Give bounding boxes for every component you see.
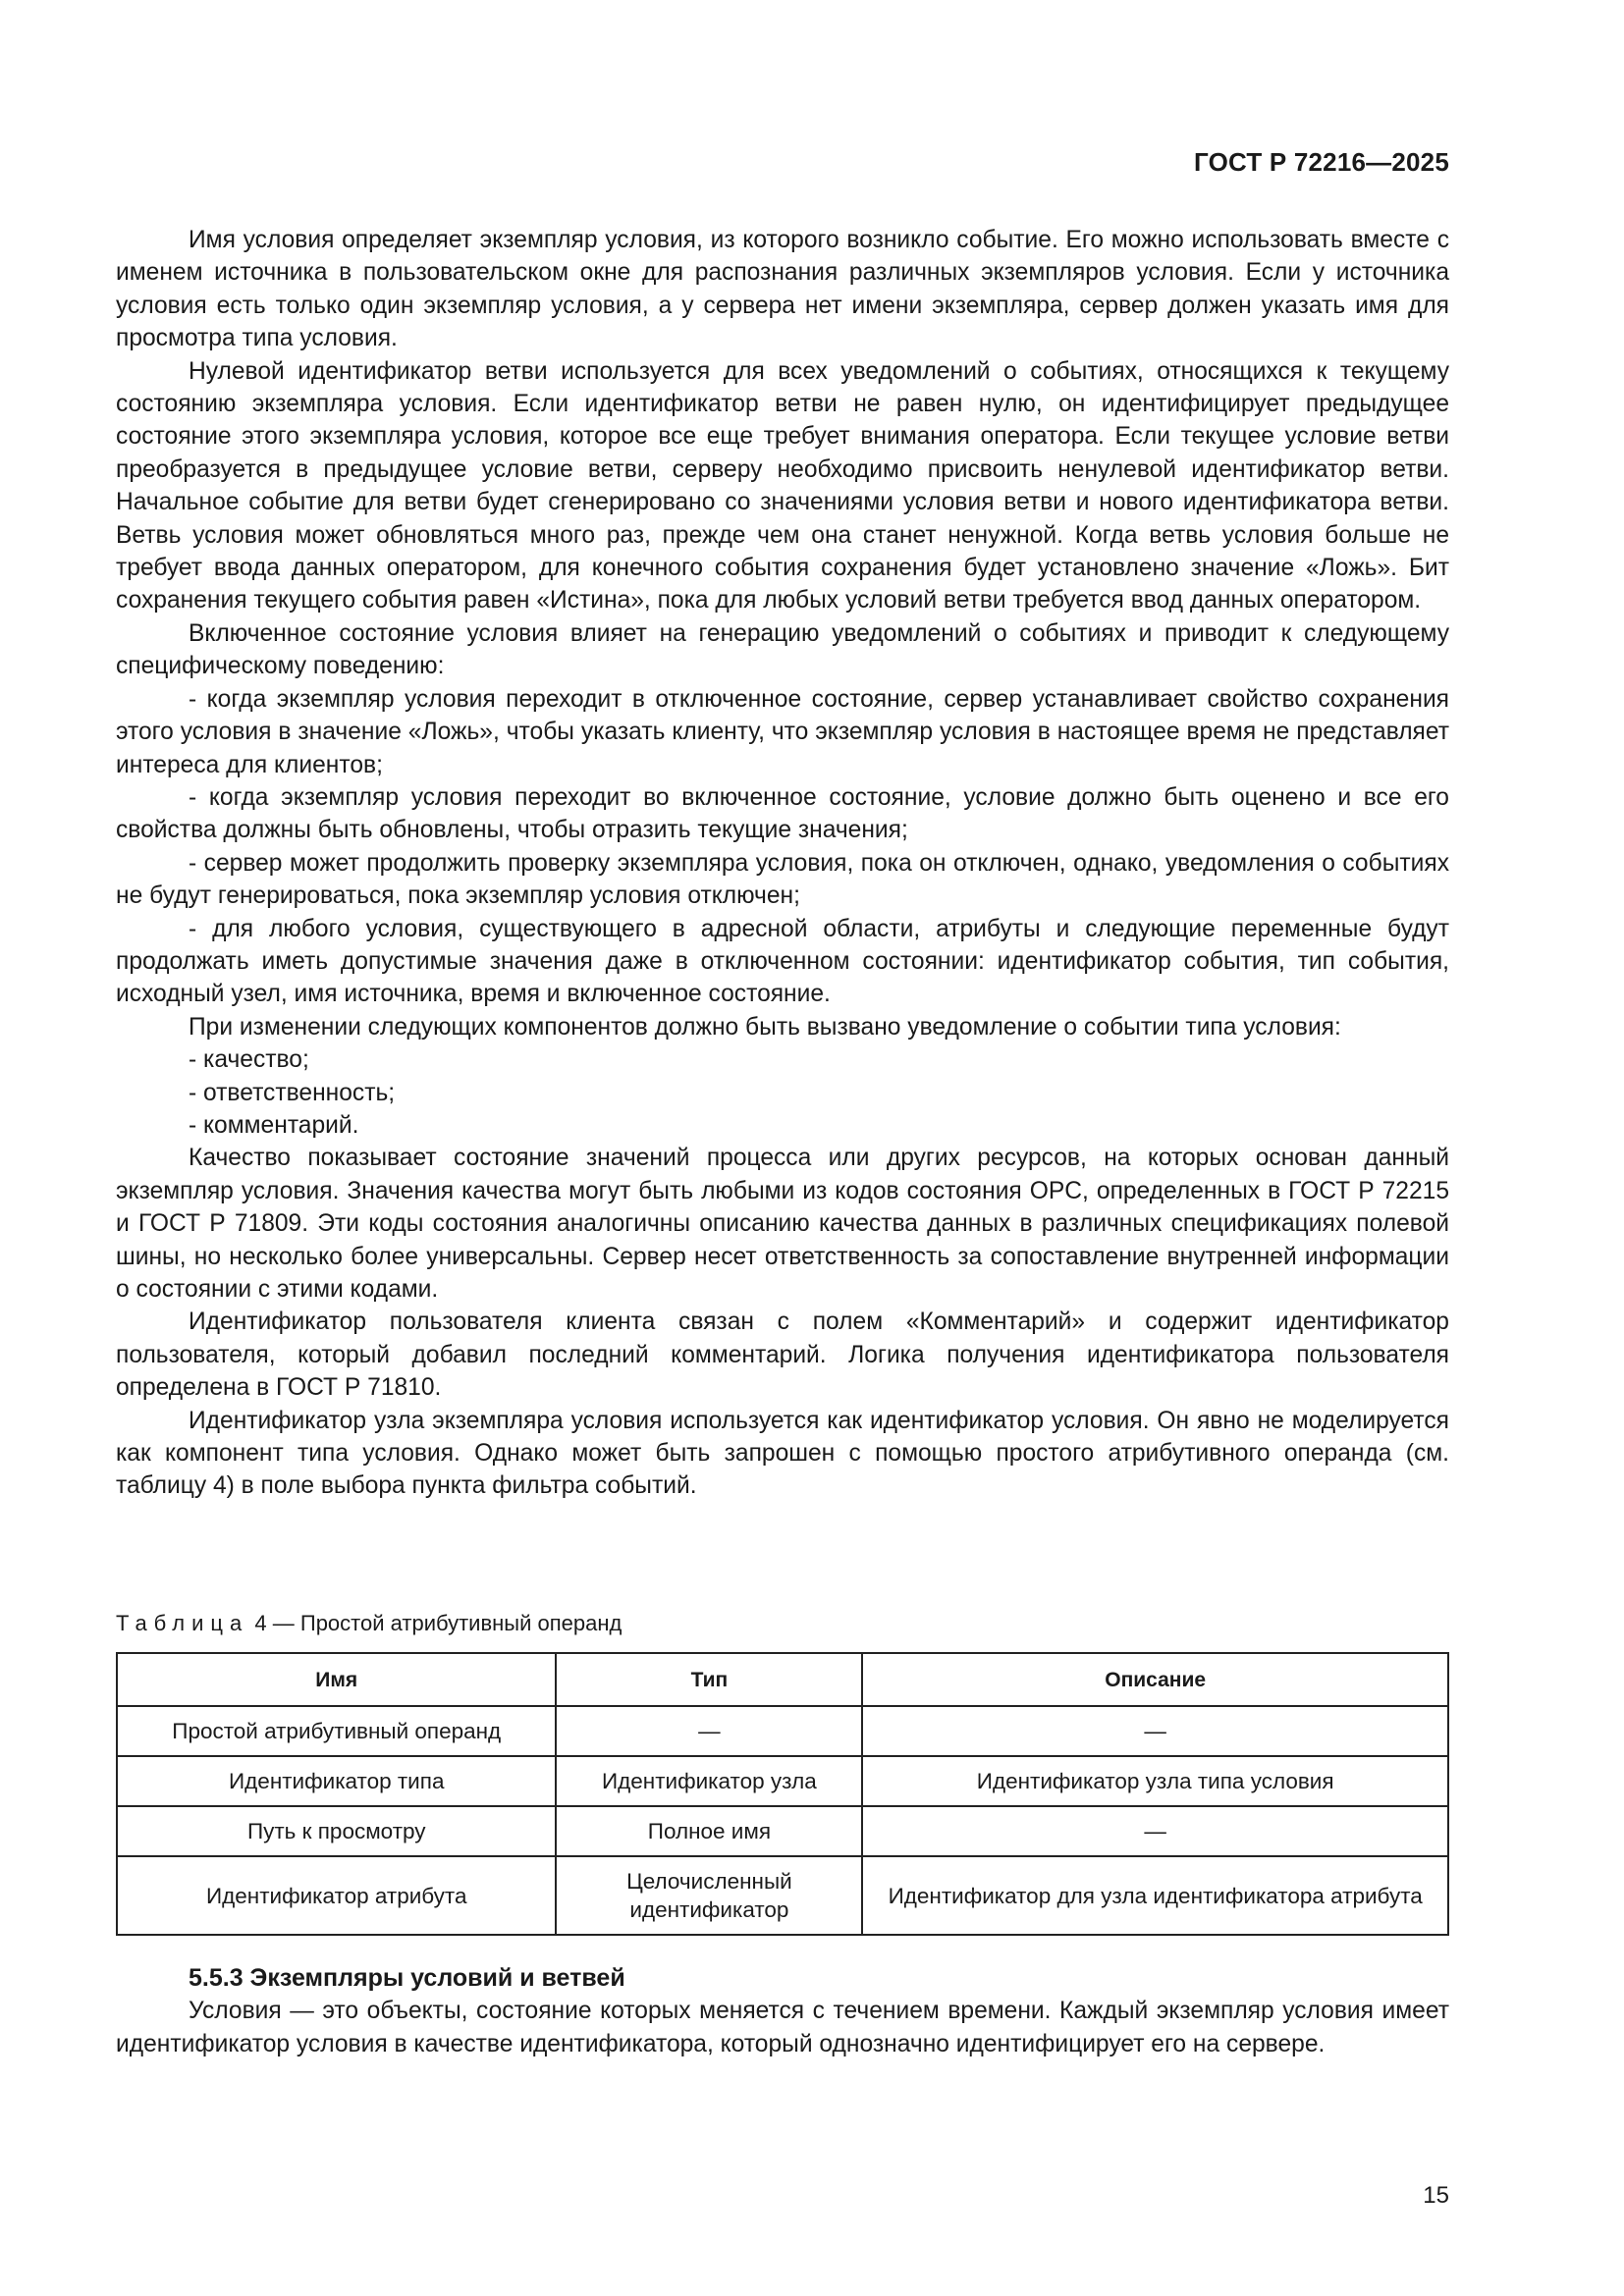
list-item: - комментарий. <box>189 1111 359 1139</box>
body-text <box>116 224 1449 1503</box>
table-cell: — <box>556 1706 862 1756</box>
table-cell: Идентификатор атрибута <box>117 1856 556 1935</box>
table-cell: Путь к просмотру <box>117 1806 556 1856</box>
table-row <box>117 1806 1448 1856</box>
table-cell: — <box>862 1806 1448 1856</box>
list-item: - когда экземпляр условия переходит во включенное состояние, условие должно быть оценено и все его свойства должны быть обновлены, чтобы отразить текущие значения; <box>116 783 1449 844</box>
paragraph: Включенное состояние условия влияет на генерацию уведомлений о событиях и приводит к следующему специфическому поведению: <box>116 619 1449 680</box>
table-row <box>117 1706 1448 1756</box>
attribute-operand-table <box>116 1652 1449 1936</box>
list-item: - сервер может продолжить проверку экземпляра условия, пока он отключен, однако, уведомления о событиях не будут генерироваться, пока экземпляр условия отключен; <box>116 849 1449 910</box>
page-number: 15 <box>1423 2182 1449 2209</box>
table-cell: Идентификатор для узла идентификатора атрибута <box>862 1856 1448 1935</box>
table-caption-title: — Простой атрибутивный операнд <box>272 1611 623 1635</box>
list-item: - качество; <box>189 1046 309 1074</box>
paragraph: Качество показывает состояние значений процесса или других ресурсов, на которых основан данный экземпляр условия. Значения качества могут быть любыми из кодов состояния OPC, определенных в ГОСТ Р 72215 и ГОСТ Р 71809. Эти коды состояния аналогичны описанию качества данных в различных спецификациях полевой шины, но несколько более универсальны. Сервер несет ответственность за сопоставление внутренней информации о состоянии с этими кодами. <box>116 1145 1449 1303</box>
table-header-row <box>117 1653 1448 1706</box>
table-row <box>117 1756 1448 1806</box>
paragraph: Нулевой идентификатор ветви используется для всех уведомлений о событиях, относящихся к текущему состоянию экземпляра условия. Если идентификатор ветви не равен нулю, он идентифицирует предыдущее состояние этого экземпляра условия, которое все еще требует внимания оператора. Если текущее условие ветви преобразуется в предыдущее условие ветви, серверу необходимо присвоить ненулевой идентификатор ветви. Начальное событие для ветви будет сгенерировано со значениями условия ветви и нового идентификатора ветви. Ветвь условия может обновляться много раз, прежде чем она станет ненужной. Когда ветвь условия больше не требует ввода данных оператором, для конечного события сохранения будет установлено значение «Ложь». Бит сохранения текущего события равен «Истина», пока для любых условий ветви требуется ввод данных оператором. <box>116 357 1449 614</box>
column-header-name: Имя <box>117 1653 556 1706</box>
column-header-description: Описание <box>862 1653 1448 1706</box>
table-cell: Идентификатор типа <box>117 1756 556 1806</box>
table-cell: Целочисленный идентификатор <box>556 1856 862 1935</box>
section-heading: 5.5.3 Экземпляры условий и ветвей <box>189 1964 625 1992</box>
standard-header: ГОСТ Р 72216—2025 <box>1194 147 1449 177</box>
table-cell: Полное имя <box>556 1806 862 1856</box>
table-cell: Идентификатор узла <box>556 1756 862 1806</box>
paragraph: Имя условия определяет экземпляр условия, из которого возникло событие. Его можно использовать вместе с именем источника в пользовательском окне для распознания различных экземпляров условия. Если у источника условия есть только один экземпляр условия, а у сервера нет имени экземпляра, сервер должен указать имя для просмотра типа условия. <box>116 227 1449 352</box>
paragraph: При изменении следующих компонентов должно быть вызвано уведомление о событии типа условия: <box>189 1013 1341 1041</box>
list-item: - для любого условия, существующего в адресной области, атрибуты и следующие переменные будут продолжать иметь допустимые значения даже в отключенном состоянии: идентификатор события, тип события, исходный узел, имя источника, время и включенное состояние. <box>116 915 1449 1008</box>
section-paragraph: Условия — это объекты, состояние которых меняется с течением времени. Каждый экземпляр условия имеет идентификатор условия в качестве идентификатора, который однозначно идентифицирует его на сервере. <box>116 1998 1449 2057</box>
paragraph: Идентификатор узла экземпляра условия используется как идентификатор условия. Он явно не моделируется как компонент типа условия. Однако может быть запрошен с помощью простого атрибутивного операнда (см. таблицу 4) в поле выбора пункта фильтра событий. <box>116 1407 1449 1500</box>
list-item: - когда экземпляр условия переходит в отключенное состояние, сервер устанавливает свойство сохранения этого условия в значение «Ложь», чтобы указать клиенту, что экземпляр условия в настоящее время не представляет интереса для клиентов; <box>116 685 1449 778</box>
table-caption-number: 4 <box>254 1611 267 1635</box>
table-row <box>117 1856 1448 1935</box>
table-caption <box>116 1610 622 1637</box>
table-cell: Простой атрибутивный операнд <box>117 1706 556 1756</box>
table-cell: Идентификатор узла типа условия <box>862 1756 1448 1806</box>
section-5-5-3 <box>116 1961 1449 2061</box>
table-cell: — <box>862 1706 1448 1756</box>
list-item: - ответственность; <box>189 1079 396 1106</box>
table-caption-label: Таблица <box>116 1611 249 1635</box>
paragraph: Идентификатор пользователя клиента связан с полем «Комментарий» и содержит идентификатор пользователя, который добавил последний комментарий. Логика получения идентификатора пользователя определена в ГОСТ Р 71810. <box>116 1308 1449 1402</box>
column-header-type: Тип <box>556 1653 862 1706</box>
